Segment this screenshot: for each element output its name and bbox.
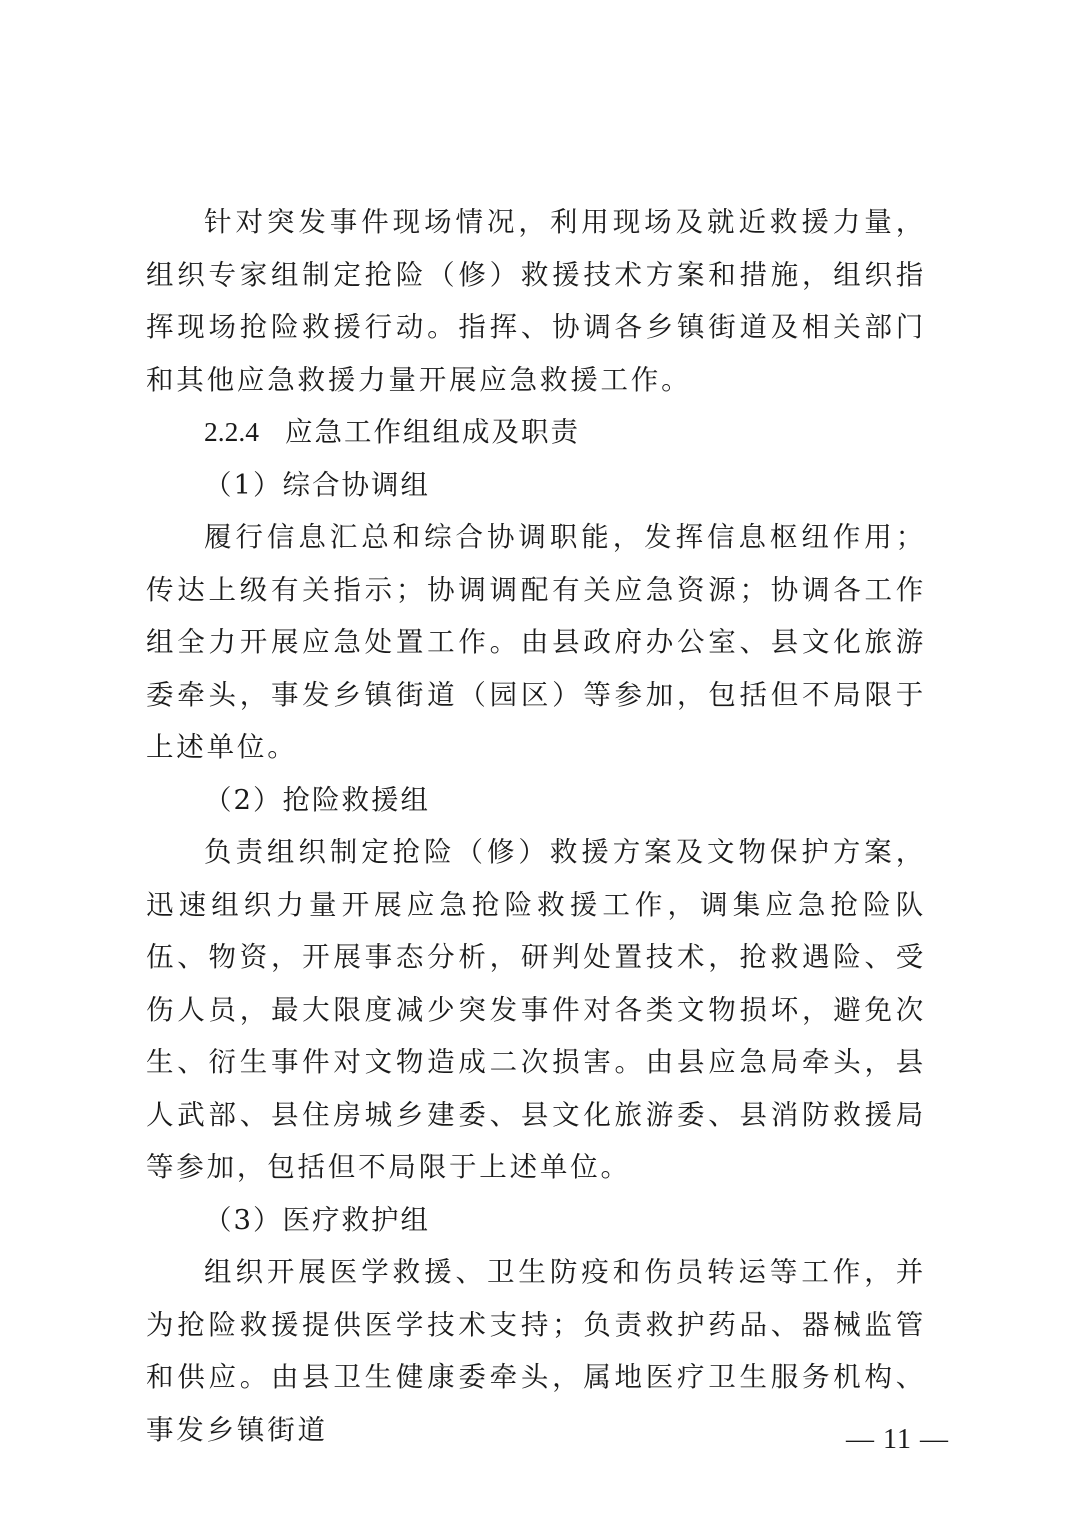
group-1-title: （1）综合协调组 (204, 468, 430, 501)
paragraph-intro: 针对突发事件现场情况，利用现场及就近救援力量，组织专家组制定抢险（修）救援技术方案和措施，组织指挥现场抢险救援行动。指挥、协调各乡镇街道及相关部门和其他应急救援力量开展应急救援工作。 (146, 206, 926, 396)
group-2-body: 负责组织制定抢险（修）救援方案及文物保护方案，迅速组织力量开展应急抢险救援工作，调集应急抢险队伍、物资，开展事态分析，研判处置技术，抢救遇险、受伤人员，最大限度减少突发事件对各类文物损坏，避免次生、衍生事件对文物造成二次损害。由县应急局牵头，县人武部、县住房城乡建委、县文化旅游委、县消防救援局等参加，包括但不局限于上述单位。 (146, 836, 926, 1183)
section-title: 应急工作组组成及职责 (285, 416, 580, 448)
section-heading (146, 406, 926, 459)
group-2-title: （2）抢险救援组 (204, 783, 430, 816)
group-1-body: 履行信息汇总和综合协调职能，发挥信息枢纽作用；传达上级有关指示；协调调配有关应急资源；协调各工作组全力开展应急处置工作。由县政府办公室、县文化旅游委牵头，事发乡镇街道（园区）等参加，包括但不局限于上述单位。 (146, 521, 926, 763)
group-3-title: （3）医疗救护组 (204, 1203, 430, 1236)
section-number: 2.2.4 (204, 416, 259, 447)
document-page (146, 196, 926, 1456)
group-3-body: 组织开展医学救援、卫生防疫和伤员转运等工作，并为抢险救援提供医学技术支持；负责救护药品、器械监管和供应。由县卫生健康委牵头，属地医疗卫生服务机构、事发乡镇街道 (146, 1256, 926, 1446)
page-number: — 11 — (846, 1424, 949, 1455)
